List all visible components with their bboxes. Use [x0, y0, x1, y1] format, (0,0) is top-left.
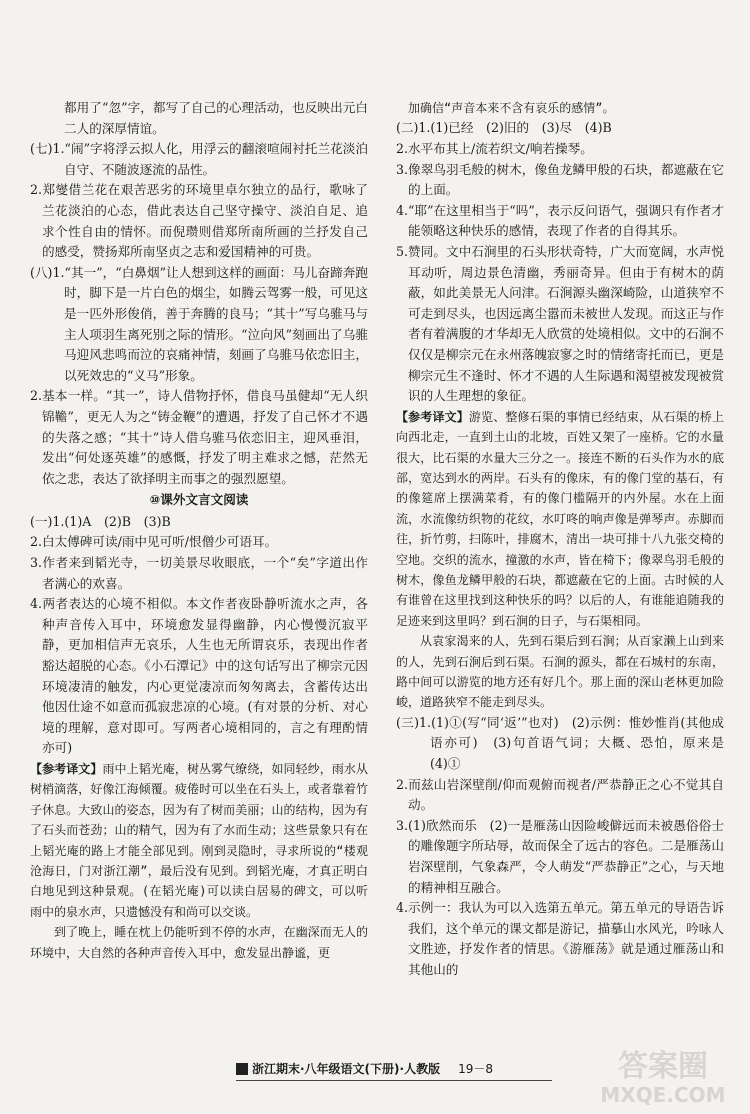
translation-text: 游览、整修石渠的事情已经结束，从石渠的桥上向西北走，一直到土山的北坡，百姓又架了一座桥。它的水量很大，比石渠的水量大三分之一。接连不断的石头作为水的底部，宽达到水的两岸。石头有的像床，有的像门堂的基石，有的像筵席上摆满菜肴，有的像门槛隔开的内外屋。水在上面流，水流像纺织物的花纹，水叮咚的响声像是弹琴声。赤脚而往，折竹剪，扫陈叶，排腐木，清出一块可排十八九张交椅的空地。交织的流水，撞激的水声，皆在椅下；像翠鸟羽毛般的树木，像鱼龙鳞甲般的石块，都遮蔽在它的上面。古时候的人有谁曾在这里找到这种快乐的吗？以后的人，有谁能追随我的足迹来到这里吗？到石涧的日子，与石渠相同。 — [396, 409, 724, 628]
translation-paragraph: 到了晚上，睡在枕上仍能听到不停的水声，在幽深而无人的环境中，大自然的各种声音传入耳中，愈发显出静谧，更 — [30, 925, 368, 960]
answer-1-3: 3.作者来到韬光寺，一切美景尽收眼底，一个“矣”字道出作者满心的欢喜。 — [30, 555, 368, 591]
footer-title: 浙江期末·八年级语文(下册)·人教版 — [252, 1062, 441, 1076]
reference-translation — [30, 759, 368, 922]
answer-1-2: 2.白太傅碑可读/雨中见可听/恨僧少可语耳。 — [30, 534, 278, 550]
answer-2-4: 4.“耶”在这里相当于“吗”，表示反问语气，强调只有作者才能领略这种快乐的感情，表现了作者的自得其乐。 — [396, 202, 724, 239]
footer-rule — [236, 1080, 552, 1081]
answer-7-2: 2.郑燮借兰花在艰苦恶劣的环境里卓尔独立的品行，歌咏了兰花淡泊的心态，借此表达自己坚守操守、淡泊自足、追求个性自由的情怀。而倪瓒则借郑所南所画的兰抒发自己的感受，赞扬郑所南坚贞之志和爱国精神的可贵。 — [30, 182, 368, 260]
section-title: ⑩课外文言文阅读 — [149, 492, 249, 508]
translation-text: 雨中上韬光庵，树丛雾气缭绕，如同轻纱，雨水从树梢滴落，好像江海倾覆。疲倦时可以坐在石头上，或者靠着竹子休息。大致山的姿态，因为有了树而美丽；山的结构，因为有了石头而苍劲；山的精气，因为有了水而生动；这些景象只有在上韬光庵的路上才能全部见到。刚到灵隐时，寻求所说的“楼观沧海日，门对浙江潮”，最后没有见到。到韬光庵，才真正明白白地见到这种景观。(在韬光庵)可以读白居易的碑文，可以听雨中的泉水声，只遗憾没有和尚可以交谈。 — [30, 762, 368, 919]
page-number: 19－8 — [458, 1062, 493, 1076]
answer-3-2: 2.而兹山岩深壁削/仰而观俯而视者/严恭静正之心不觉其自动。 — [396, 776, 724, 813]
watermark-bottom: MXQE.COM — [600, 1083, 726, 1107]
watermark-logo — [588, 1040, 738, 1110]
reference-translation — [396, 407, 724, 631]
square-icon — [236, 1063, 248, 1075]
answer-3-4: 4.示例一：我认为可以入选第五单元。第五单元的导语告诉我们，这个单元的课文都是游记，描摹山水风光，吟咏人文胜迹，抒发作者的情思。《游雁荡》就是通过雁荡山和其他山的 — [396, 900, 724, 977]
watermark-top: 答案圈 — [618, 1049, 708, 1084]
translation-paragraph: 从袁家渴来的人，先到石渠后到石涧；从百家濑上山到来的人，先到石涧后到石渠。石涧的源头，都在石城村的东南，路中间可以游览的地方还有好几个。那上面的深山老林更加险峻，道路狭窄不能走到尽头。 — [396, 634, 724, 710]
answer-2-5: 5.赞同。文中石涧里的石头形状奇特，广大而宽阔，水声悦耳动听，周边景色清幽，秀丽奇异。但由于有树木的荫蔽，如此美景无人问津。石涧源头幽深崎险，山道狭窄不可走到尽头，也因远离尘嚣而未被世人发现。而这正与作者有着满腹的才华却无人欣赏的处境相似。文中的石涧不仅仅是柳宗元在永州落魄寂寥之时的情绪寄托而已，更是柳宗元生不逢时、怀才不遇的人生际遇和渴望被发现被赏识的人生理想的象征。 — [396, 243, 724, 404]
right-column — [396, 98, 737, 981]
translation-continued: 加确信“声音本来不含有哀乐的感情”。 — [408, 101, 615, 115]
paragraph: 都用了“忽”字，都写了自己的心理活动，也反映出元白二人的深厚情谊。 — [64, 100, 368, 136]
answer-3-3: 3.(1)欣然而乐 (2)一是雁荡山因险峻僻远而未被愚俗俗士的雕像题字所玷辱，故而保全了远古的容色。二是雁荡山岩深壁削，气象森严，令人萌发“严恭静正”之心，与天地的精神相互融合。 — [396, 817, 724, 895]
answer-1-4: 4.两者表达的心境不相似。本文作者夜卧静听流水之声，各种声音传入耳中，环境愈发显得幽静，内心慢慢沉寂平静，更加相信声无哀乐，人生也无所谓哀乐，表现出作者豁达超脱的心态。《小石潭记》中的这句话写出了柳宗元因环境凄清的触发，内心更觉凄凉而匆匆离去，含蓄传达出他因仕途不如意而孤寂悲凉的心境。(有对景的分析、对心境的理解，意对即可。写两者心境相同的，言之有理酌情亦可) — [30, 596, 368, 756]
answer-2-1: (二)1.(1)已经 (2)旧的 (3)尽 (4)B — [396, 120, 612, 136]
answer-8-1: (八)1.“其一”，“白鼻烟”让人想到这样的画面：马儿奋蹄奔跑时，脚下是一片白色的烟尘，如腾云驾雾一般，可见这是一匹外形俊俏，善于奔腾的良马；“其十”写乌骓马与主人项羽生离死别之际的情形。“泣向风”刻画出了乌骓马迎风悲鸣而泣的哀痛神情，刻画了乌骓马依恋旧主，以死效忠的“义马”形象。 — [30, 264, 368, 383]
answer-3-1: (三)1.(1)①(写“同‘返’”也对) (2)示例：惟妙惟肖(其他成语亦可) (3)句首语气词；大概、恐怕，原来是 (4)① — [396, 714, 737, 771]
translation-tag: 【参考译文】 — [30, 762, 103, 776]
answer-2-2: 2.水平布其上/流若织文/响若操琴。 — [396, 141, 593, 156]
answer-1-1: (一)1.(1)A (2)B (3)B — [30, 513, 171, 529]
answer-8-2: 2.基本一样。“其一”，诗人借物抒怀，借良马虽健却“无人织锦韂”，更无人为之“铸金鞭”的遭遇，抒发了自己怀才不遇的失落之感；“其十”诗人借乌骓马依恋旧主，迎风垂泪，发出“何处逐英雄”的感慨，抒发了明主难求之憾，茫然无依之悲，表达了欲择明主而事之的强烈愿望。 — [30, 388, 368, 486]
translation-tag: 【参考译文】 — [396, 409, 469, 424]
page-footer — [236, 1060, 493, 1077]
left-column — [30, 98, 368, 963]
answer-2-3: 3.像翠鸟羽毛般的树木，像鱼龙鳞甲般的石块，都遮蔽在它的上面。 — [396, 161, 724, 198]
answer-7-1: (七)1.“闹”字将浮云拟人化，用浮云的翻滚喧闹衬托兰花淡泊自守、不随波逐流的品性。 — [30, 141, 368, 177]
